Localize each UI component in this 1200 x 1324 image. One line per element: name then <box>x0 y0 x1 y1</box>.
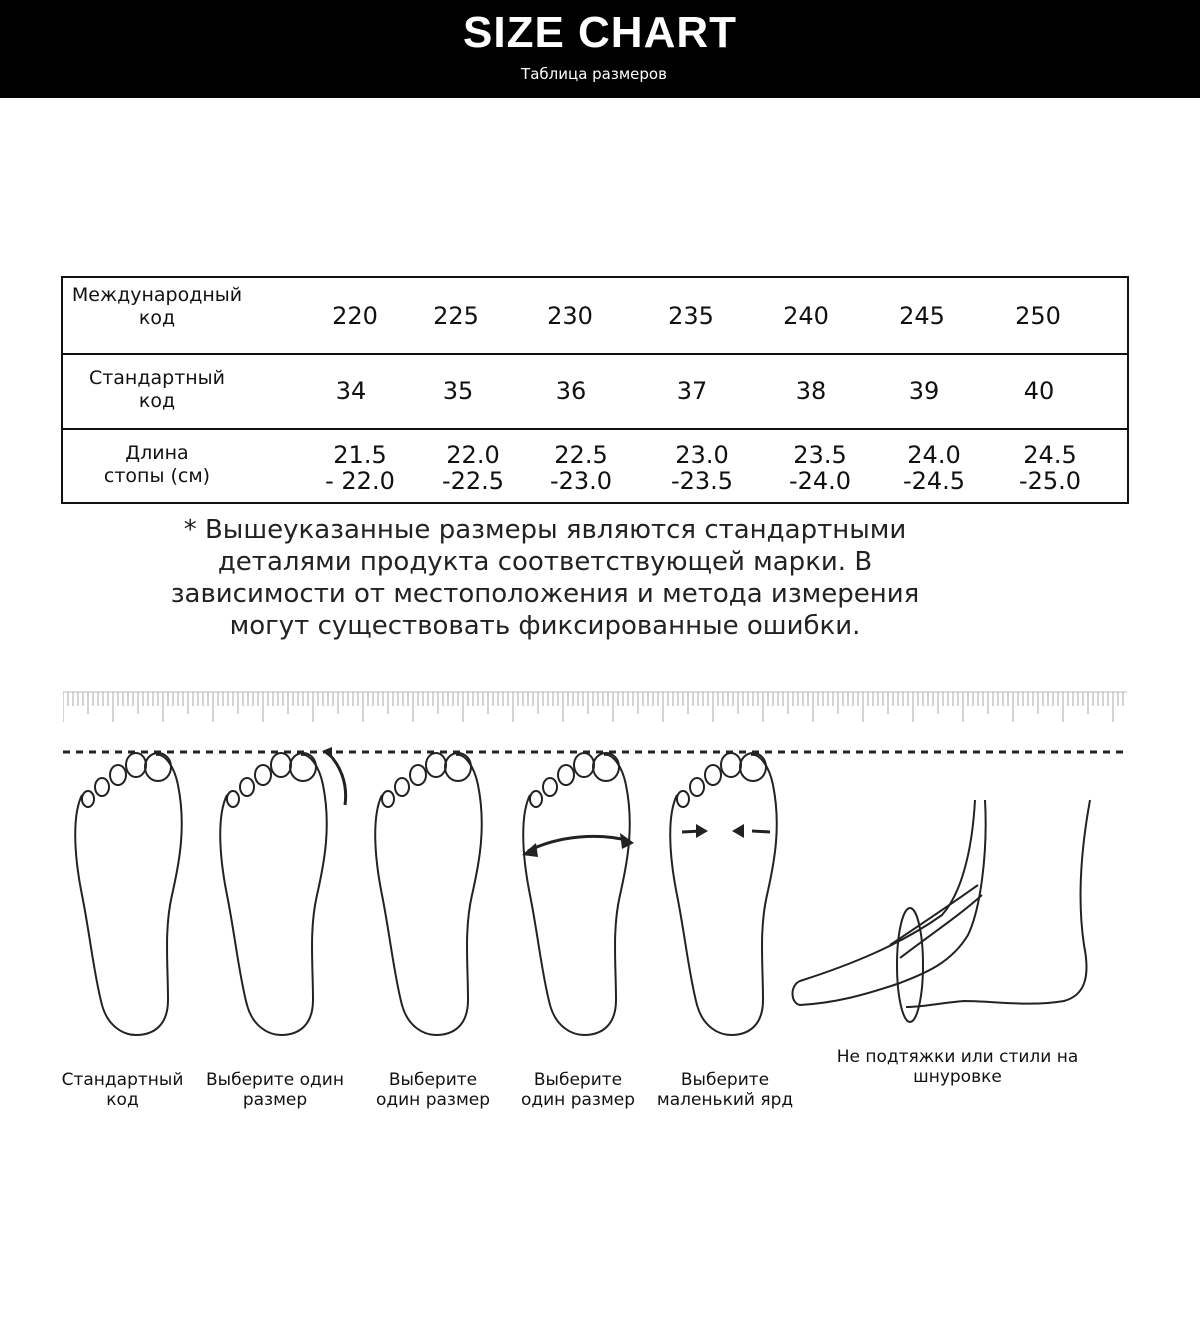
table-cell: 24.0 -24.5 <box>902 441 966 495</box>
foot-wide-icon <box>375 753 482 1035</box>
caption-choose-one-size-wide: Выберите один размер <box>520 1070 636 1110</box>
table-cell: 40 <box>1023 377 1055 405</box>
table-cell: 35 <box>442 377 474 405</box>
table-cell: 36 <box>555 377 587 405</box>
disclaimer-note: * Вышеуказанные размеры являются стандартными деталями продукта соответствующей марки. В зависимости от местоположения и метода измерения могут существовать фиксированные ошибки. <box>170 515 920 641</box>
foot-illustrations <box>60 745 1140 1045</box>
table-row-foot-length <box>63 430 1127 502</box>
table-cell: 39 <box>908 377 940 405</box>
row-label: Длина стопы (см) <box>103 442 211 487</box>
foot-wide-arrows-icon <box>522 753 634 1035</box>
caption-choose-one-size: Выберите один размер <box>375 1070 491 1110</box>
caption-small-size: Выберите маленький ярд <box>656 1070 794 1110</box>
table-cell: 21.5 - 22.0 <box>325 441 395 495</box>
foot-narrow-arrows-icon <box>670 753 777 1035</box>
table-cell: 23.0 -23.5 <box>670 441 734 495</box>
size-table <box>61 276 1129 504</box>
table-cell: 34 <box>335 377 367 405</box>
row-label: Международный код <box>71 284 243 329</box>
table-cell: 37 <box>676 377 708 405</box>
page-subtitle: Таблица размеров <box>521 65 667 83</box>
caption-choose-one: Выберите один размер <box>206 1070 344 1110</box>
page-title: SIZE CHART <box>463 8 737 57</box>
foot-long-toe-icon <box>220 747 345 1035</box>
table-cell: 235 <box>668 302 714 330</box>
row-label: Стандартный код <box>88 367 226 412</box>
table-cell: 240 <box>783 302 829 330</box>
table-cell: 24.5 -25.0 <box>1018 441 1082 495</box>
table-cell: 220 <box>332 302 378 330</box>
table-cell: 230 <box>547 302 593 330</box>
foot-side-instep-icon <box>793 800 1091 1022</box>
table-cell: 38 <box>795 377 827 405</box>
caption-standard: Стандартный код <box>61 1070 184 1110</box>
table-cell: 245 <box>899 302 945 330</box>
header-banner <box>0 0 1200 98</box>
table-cell: 22.5 -23.0 <box>549 441 613 495</box>
table-cell: 23.5 -24.0 <box>788 441 852 495</box>
table-cell: 250 <box>1015 302 1061 330</box>
foot-standard-icon <box>75 753 182 1035</box>
table-cell: 225 <box>433 302 479 330</box>
caption-no-straps: Не подтяжки или стили на шнуровке <box>836 1047 1079 1087</box>
table-cell: 22.0 -22.5 <box>441 441 505 495</box>
table-row-international-code <box>63 278 1127 355</box>
table-row-standard-code <box>63 353 1127 430</box>
